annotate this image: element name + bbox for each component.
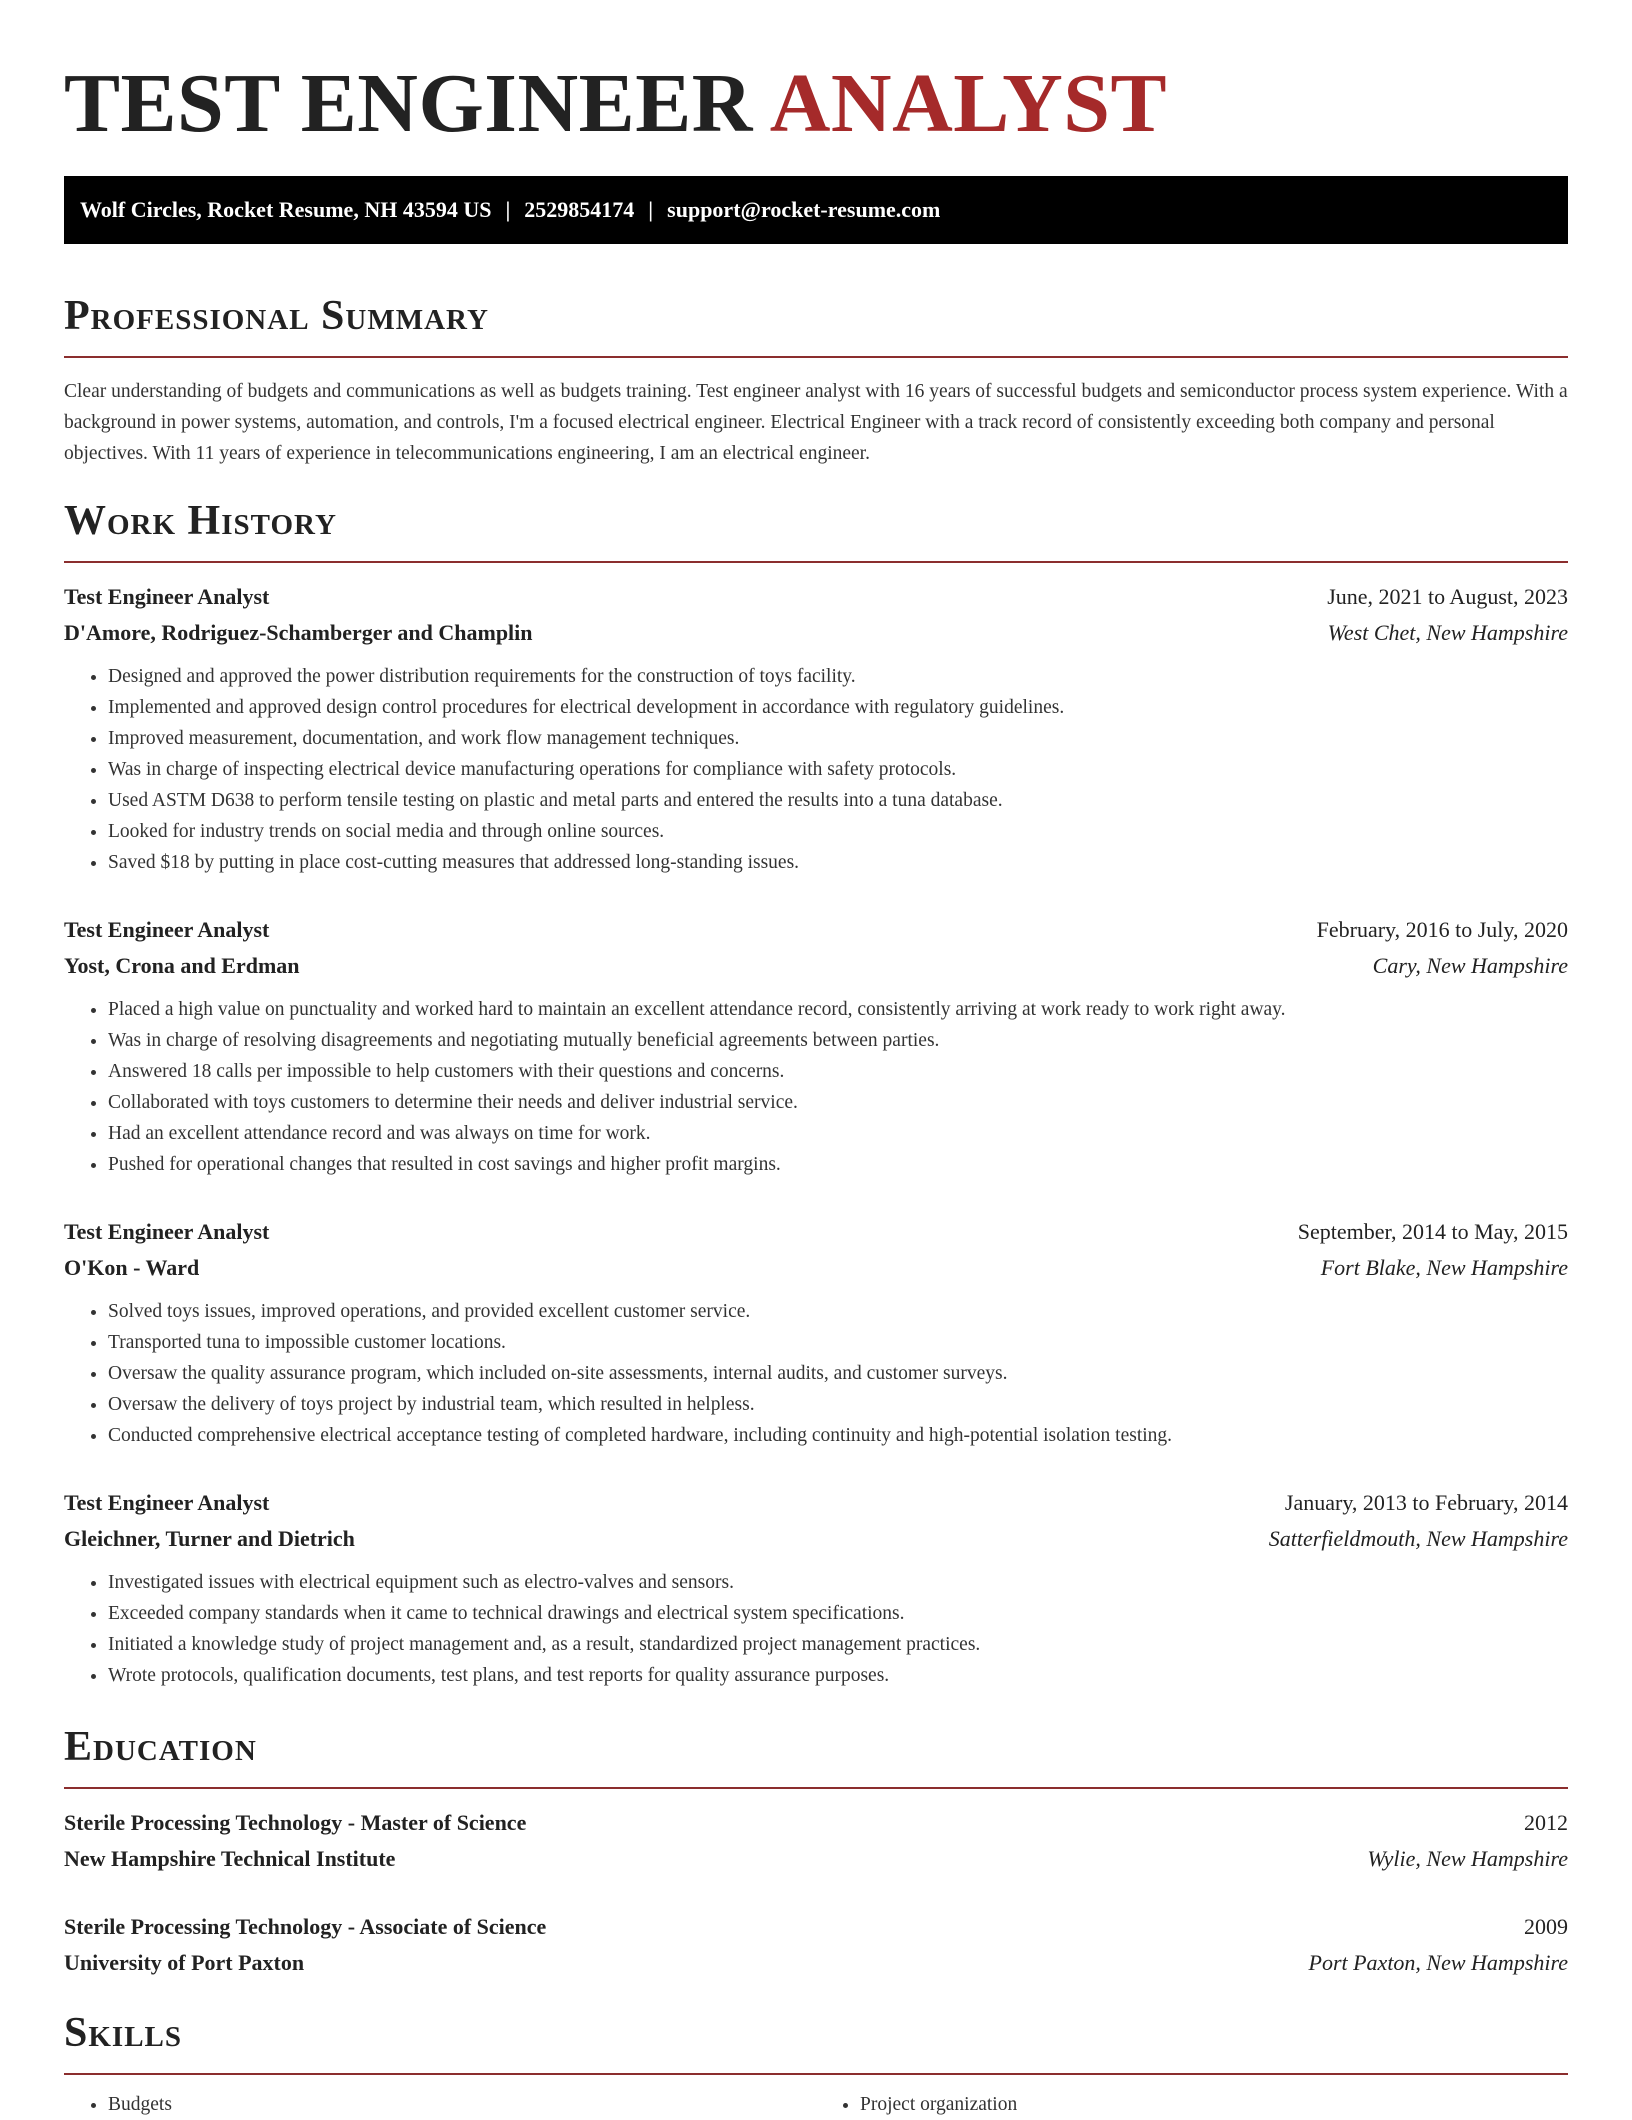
job-company: D'Amore, Rodriguez-Schamberger and Champlin — [64, 620, 533, 645]
education-degree: Sterile Processing Technology - Associate of Science — [64, 1914, 547, 1939]
contact-separator: | — [648, 197, 654, 222]
job-bullet: • Improved measurement, documentation, and work flow management techniques. — [108, 723, 1568, 754]
work-history-section — [64, 493, 1568, 1691]
job-header-row — [64, 1214, 1568, 1250]
skills-list-right — [816, 2089, 1568, 2120]
resume-name — [64, 0, 1568, 152]
job-company-row — [64, 1250, 1568, 1286]
job-bullets — [64, 994, 1568, 1180]
contact-phone: 2529854174 — [524, 197, 635, 222]
contact-bar — [64, 176, 1568, 244]
job-bullets — [64, 1296, 1568, 1451]
name-accent: ANALYST — [769, 57, 1167, 150]
job-bullet: • Was in charge of inspecting electrical device manufacturing operations for compliance with safety protocols. — [108, 754, 1568, 785]
job-bullet: • Looked for industry trends on social media and through online sources. — [108, 816, 1568, 847]
education-year: 2012 — [1524, 1810, 1568, 1835]
job-bullet: • Had an excellent attendance record and was always on time for work. — [108, 1118, 1568, 1149]
job-company-row — [64, 948, 1568, 984]
job-location: Satterfieldmouth, New Hampshire — [1268, 1526, 1568, 1551]
job-company-row — [64, 615, 1568, 651]
job-bullet: • Placed a high value on punctuality and worked hard to maintain an excellent attendance record, consistently arriving at work ready to work right away. — [108, 994, 1568, 1025]
skills-list-left — [64, 2089, 816, 2120]
job-bullet: • Pushed for operational changes that resulted in cost savings and higher profit margins. — [108, 1149, 1568, 1180]
contact-separator: | — [505, 197, 511, 222]
summary-section — [64, 288, 1568, 469]
section-divider — [64, 561, 1568, 563]
job-dates: February, 2016 to July, 2020 — [1316, 917, 1568, 942]
education-degree-row — [64, 1909, 1568, 1945]
job-bullet: • Oversaw the delivery of toys project by industrial team, which resulted in helpless. — [108, 1389, 1568, 1420]
skills-section — [64, 2005, 1568, 2120]
education-school: New Hampshire Technical Institute — [64, 1846, 396, 1871]
education-school-row — [64, 1841, 1568, 1877]
education-section — [64, 1719, 1568, 1981]
job-bullet: • Saved $18 by putting in place cost-cutting measures that addressed long-standing issues. — [108, 847, 1568, 878]
name-main: TEST ENGINEER — [64, 57, 753, 150]
job-entry — [64, 579, 1568, 878]
job-location: Fort Blake, New Hampshire — [1320, 1255, 1568, 1280]
job-dates: September, 2014 to May, 2015 — [1297, 1219, 1568, 1244]
summary-heading: Professional Summary — [64, 293, 489, 339]
job-company: O'Kon - Ward — [64, 1255, 200, 1280]
section-divider — [64, 1787, 1568, 1789]
skills-columns — [64, 2089, 1568, 2120]
education-location: Wylie, New Hampshire — [1367, 1846, 1568, 1871]
education-school: University of Port Paxton — [64, 1950, 305, 1975]
education-entry — [64, 1909, 1568, 1981]
job-title: Test Engineer Analyst — [64, 917, 270, 942]
job-company-row — [64, 1521, 1568, 1557]
education-degree: Sterile Processing Technology - Master of Science — [64, 1810, 527, 1835]
job-bullets — [64, 1567, 1568, 1691]
education-location: Port Paxton, New Hampshire — [1308, 1950, 1568, 1975]
job-bullet: • Was in charge of resolving disagreements and negotiating mutually beneficial agreements between parties. — [108, 1025, 1568, 1056]
section-divider — [64, 356, 1568, 358]
section-divider — [64, 2073, 1568, 2075]
education-year: 2009 — [1524, 1914, 1568, 1939]
work-history-heading: Work History — [64, 498, 337, 544]
job-bullet: • Transported tuna to impossible customer locations. — [108, 1327, 1568, 1358]
education-school-row — [64, 1945, 1568, 1981]
job-location: West Chet, New Hampshire — [1327, 620, 1568, 645]
job-bullet: • Oversaw the quality assurance program, which included on-site assessments, internal audits, and customer surveys. — [108, 1358, 1568, 1389]
job-bullet: • Conducted comprehensive electrical acceptance testing of completed hardware, including continuity and high-potential isolation testing. — [108, 1420, 1568, 1451]
job-title: Test Engineer Analyst — [64, 1219, 270, 1244]
contact-email[interactable]: support@rocket-resume.com — [667, 197, 941, 222]
job-entry — [64, 912, 1568, 1180]
resume-page — [64, 0, 1568, 2120]
job-bullet: • Collaborated with toys customers to determine their needs and deliver industrial service. — [108, 1087, 1568, 1118]
job-title: Test Engineer Analyst — [64, 584, 270, 609]
job-bullet: • Wrote protocols, qualification documents, test plans, and test reports for quality assurance purposes. — [108, 1660, 1568, 1691]
education-heading: Education — [64, 1724, 257, 1770]
job-company: Gleichner, Turner and Dietrich — [64, 1526, 355, 1551]
job-entry — [64, 1214, 1568, 1451]
job-bullets — [64, 661, 1568, 878]
job-header-row — [64, 912, 1568, 948]
job-bullet: • Investigated issues with electrical equipment such as electro-valves and sensors. — [108, 1567, 1568, 1598]
job-header-row — [64, 1485, 1568, 1521]
job-bullet: • Solved toys issues, improved operations, and provided excellent customer service. — [108, 1296, 1568, 1327]
job-bullet: • Used ASTM D638 to perform tensile testing on plastic and metal parts and entered the results into a tuna database. — [108, 785, 1568, 816]
job-entry — [64, 1485, 1568, 1691]
job-bullet: • Answered 18 calls per impossible to help customers with their questions and concerns. — [108, 1056, 1568, 1087]
skill-item: • Budgets — [108, 2089, 816, 2120]
job-dates: June, 2021 to August, 2023 — [1327, 584, 1568, 609]
skills-heading: Skills — [64, 2010, 183, 2056]
summary-text: Clear understanding of budgets and communications as well as budgets training. Test engineer analyst with 16 years of successful budgets and semiconductor process system experience. With a background in power systems, automation, and controls, I'm a focused electrical engineer. Electrical Engineer with a track record of consistently exceeding both company and personal objectives. With 11 years of experience in telecommunications engineering, I am an electrical engineer. — [64, 381, 1568, 464]
job-dates: January, 2013 to February, 2014 — [1284, 1490, 1568, 1515]
job-header-row — [64, 579, 1568, 615]
job-bullet: • Implemented and approved design control procedures for electrical development in accordance with regulatory guidelines. — [108, 692, 1568, 723]
education-entry — [64, 1805, 1568, 1877]
job-title: Test Engineer Analyst — [64, 1490, 270, 1515]
job-location: Cary, New Hampshire — [1372, 953, 1568, 978]
education-degree-row — [64, 1805, 1568, 1841]
job-bullet: • Initiated a knowledge study of project management and, as a result, standardized project management practices. — [108, 1629, 1568, 1660]
job-company: Yost, Crona and Erdman — [64, 953, 300, 978]
job-bullet: • Designed and approved the power distribution requirements for the construction of toys facility. — [108, 661, 1568, 692]
skill-item: • Project organization — [860, 2089, 1568, 2120]
contact-address: Wolf Circles, Rocket Resume, NH 43594 US — [80, 197, 492, 222]
job-bullet: • Exceeded company standards when it came to technical drawings and electrical system specifications. — [108, 1598, 1568, 1629]
